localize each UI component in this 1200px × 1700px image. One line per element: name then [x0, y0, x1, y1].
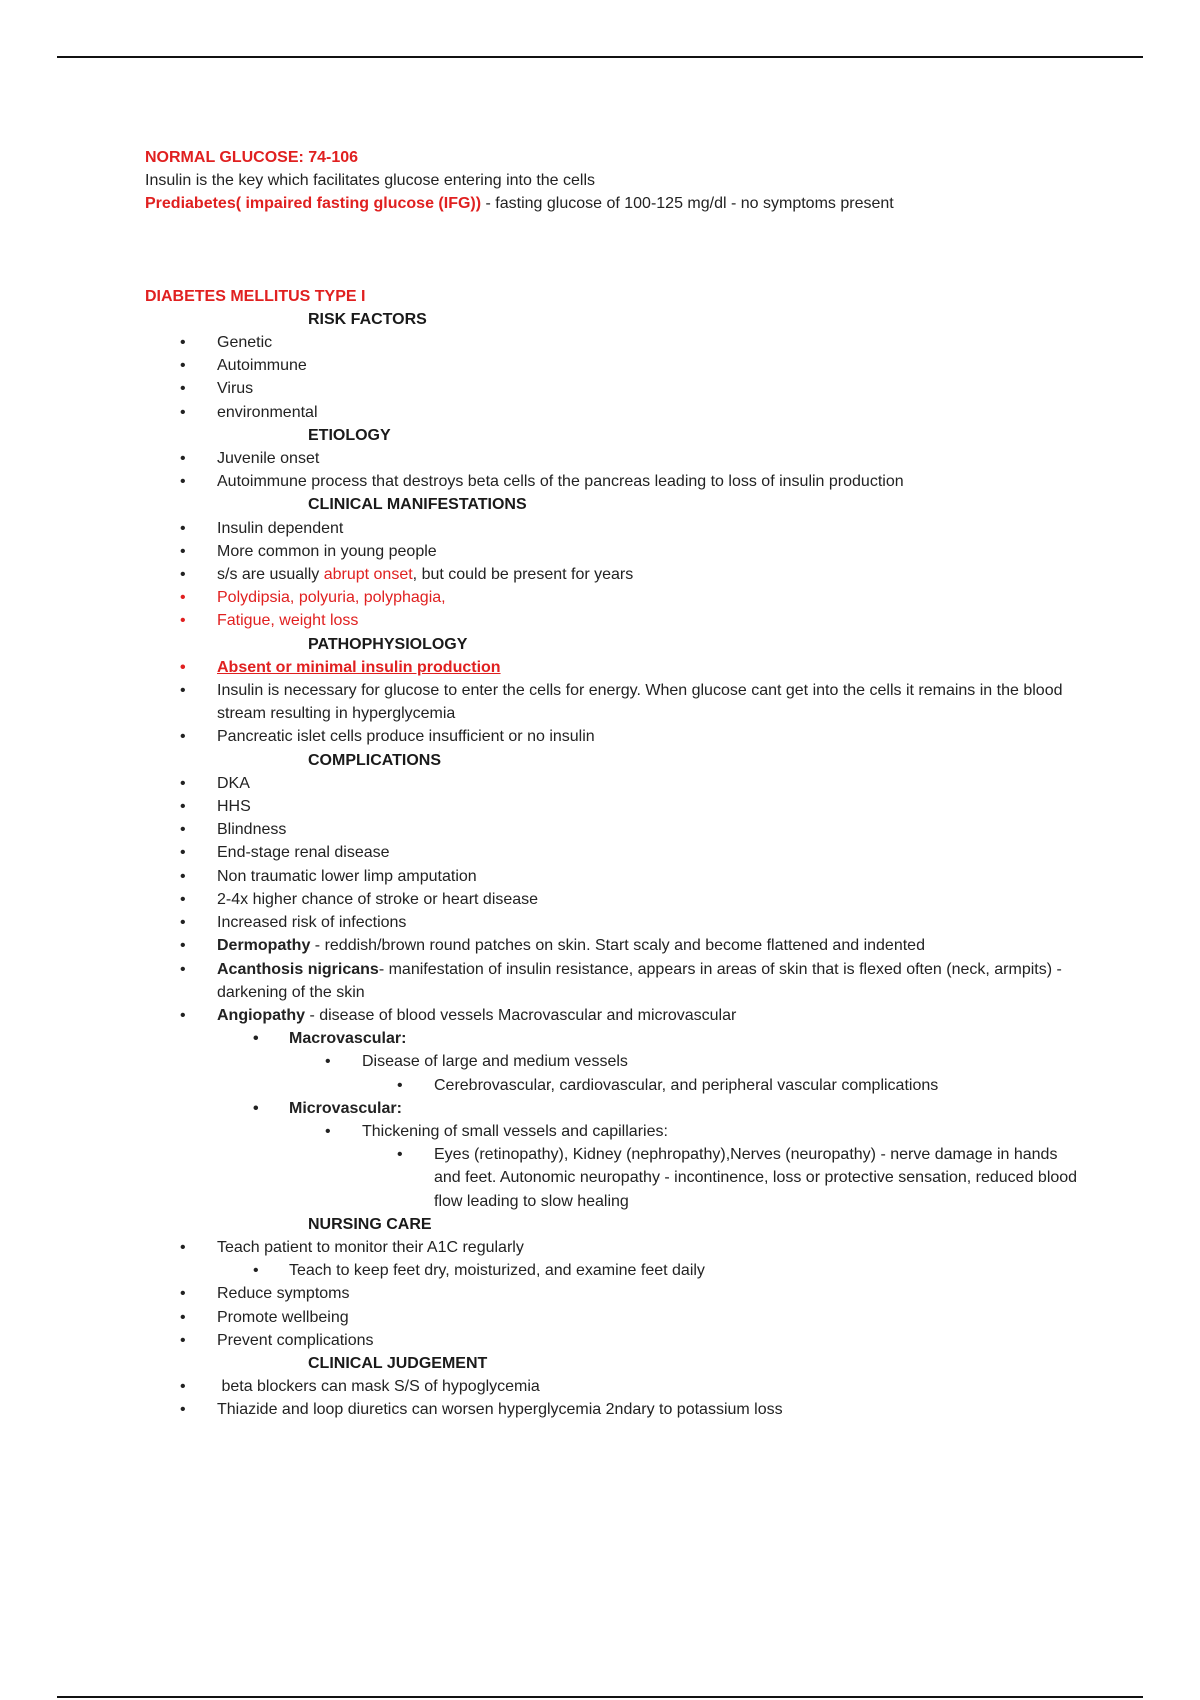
macrovascular-item: • Macrovascular: [145, 1027, 1085, 1050]
complications-list [145, 772, 1085, 1213]
clinical-judgement-heading: CLINICAL JUDGEMENT [308, 1354, 488, 1372]
list-item: • Non traumatic lower limp amputation [145, 865, 1085, 888]
microvascular-subdetail: • Eyes (retinopathy), Kidney (nephropathy),Nerves (neuropathy) - nerve damage in hands and feet. Autonomic neuropathy - incontinence, loss or protective sensation, reduced blood flow leading to slow healing [145, 1143, 1085, 1213]
list-item: • Prevent complications [145, 1329, 1085, 1352]
risk-factors-list [145, 331, 1085, 424]
angiopathy-label: Angiopathy [217, 1006, 305, 1024]
list-item: • Polydipsia, polyuria, polyphagia, [145, 586, 1085, 609]
list-item: • Thiazide and loop diuretics can worsen hyperglycemia 2ndary to potassium loss [145, 1398, 1085, 1421]
list-item: • Teach patient to monitor their A1C regularly [145, 1236, 1085, 1259]
list-item [145, 958, 1085, 1004]
list-item: • Teach to keep feet dry, moisturized, and examine feet daily [145, 1259, 1085, 1282]
nursing-care-heading: NURSING CARE [308, 1215, 432, 1233]
list-item: • Juvenile onset [145, 447, 1085, 470]
acanthosis-label: Acanthosis nigricans [217, 960, 379, 978]
pathophysiology-heading: PATHOPHYSIOLOGY [308, 635, 468, 653]
list-item: • Insulin dependent [145, 517, 1085, 540]
list-item: • End-stage renal disease [145, 841, 1085, 864]
list-item: • More common in young people [145, 540, 1085, 563]
clinical-manifestations-heading: CLINICAL MANIFESTATIONS [308, 496, 527, 514]
angiopathy-text: - disease of blood vessels Macrovascular and microvascular [305, 1006, 737, 1024]
list-item: • HHS [145, 795, 1085, 818]
list-item: • Genetic [145, 331, 1085, 354]
top-rule [57, 56, 1143, 58]
macrovascular-subdetail: • Cerebrovascular, cardiovascular, and peripheral vascular complications [145, 1074, 1085, 1097]
prediabetes-label: Prediabetes( impaired fasting glucose (IFG)) [145, 195, 482, 213]
list-item: • Promote wellbeing [145, 1306, 1085, 1329]
prediabetes-text: - fasting glucose of 100-125 mg/dl - no symptoms present [481, 195, 894, 213]
list-item: • Autoimmune [145, 354, 1085, 377]
list-item: • DKA [145, 772, 1085, 795]
insulin-key-line: Insulin is the key which facilitates glucose entering into the cells [145, 172, 596, 190]
nursing-care-list [145, 1236, 1085, 1352]
list-item: • Reduce symptoms [145, 1282, 1085, 1305]
list-item: • Pancreatic islet cells produce insufficient or no insulin [145, 725, 1085, 748]
document-body [145, 146, 1085, 1422]
clinical-judgement-list [145, 1375, 1085, 1421]
list-item [145, 563, 1085, 586]
list-item: • Virus [145, 377, 1085, 400]
onset-text-pre: s/s are usually [217, 566, 324, 584]
clinical-manifestations-list [145, 517, 1085, 633]
normal-glucose-heading: NORMAL GLUCOSE: 74-106 [145, 149, 359, 166]
list-item: • Autoimmune process that destroys beta cells of the pancreas leading to loss of insulin production [145, 470, 1085, 493]
list-item: • Insulin is necessary for glucose to enter the cells for energy. When glucose cant get into the cells it remains in the blood stream resulting in hyperglycemia [145, 679, 1085, 725]
list-item: • Fatigue, weight loss [145, 609, 1085, 632]
list-item: • environmental [145, 401, 1085, 424]
microvascular-item: • Microvascular: [145, 1097, 1085, 1120]
acanthosis-text: - manifestation of insulin resistance, appears in areas of skin that is flexed often (neck, armpits) - darkening of the skin [217, 960, 1062, 1001]
list-item: • beta blockers can mask S/S of hypoglycemia [145, 1375, 1085, 1398]
risk-factors-heading: RISK FACTORS [308, 310, 427, 328]
etiology-list [145, 447, 1085, 493]
list-item: • Increased risk of infections [145, 911, 1085, 934]
onset-text-post: , but could be present for years [412, 566, 634, 584]
etiology-heading: ETIOLOGY [308, 426, 391, 444]
list-item: • 2-4x higher chance of stroke or heart disease [145, 888, 1085, 911]
dermopathy-text: - reddish/brown round patches on skin. Start scaly and become flattened and indented [310, 937, 925, 955]
section-title: DIABETES MELLITUS TYPE I [145, 287, 366, 305]
list-item [145, 1004, 1085, 1027]
microvascular-detail: • Thickening of small vessels and capillaries: [145, 1120, 1085, 1143]
list-item: • Blindness [145, 818, 1085, 841]
macrovascular-detail: • Disease of large and medium vessels [145, 1050, 1085, 1073]
bottom-rule [57, 1696, 1143, 1698]
prediabetes-line [145, 192, 1085, 215]
list-item [145, 934, 1085, 957]
dermopathy-label: Dermopathy [217, 937, 311, 955]
onset-highlight: abrupt onset [323, 566, 413, 584]
complications-heading: COMPLICATIONS [308, 751, 442, 769]
list-item: • Absent or minimal insulin production [145, 656, 1085, 679]
pathophysiology-list [145, 656, 1085, 749]
